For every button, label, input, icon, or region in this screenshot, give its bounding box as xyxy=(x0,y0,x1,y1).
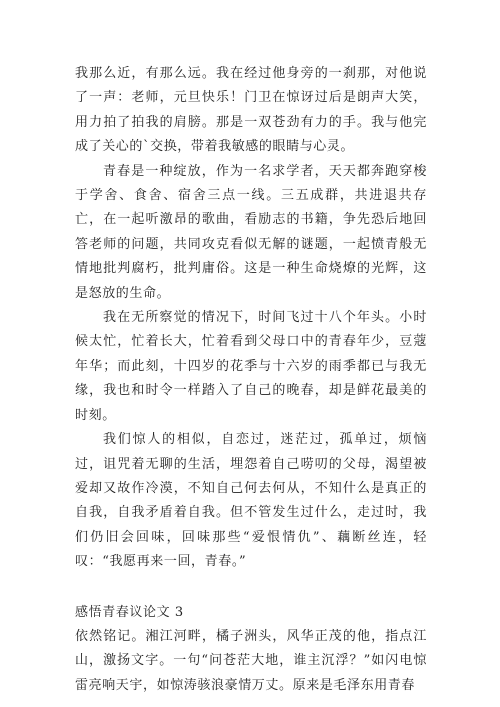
paragraph-3: 我在无所察觉的情况下，时间飞过十八个年头。小时候太忙，忙着长大，忙着看到父母口中的青春年少，豆蔻年华；而此刻，十四岁的花季与十六岁的雨季都已与我无缘，我也和时令一样踏入了自己的晚春，却是鲜花最美的时刻。 xyxy=(75,310,427,423)
paragraph-4: 我们惊人的相似，自恋过，迷茫过，孤单过，烦恼过，诅咒着无聊的生活，埋怨着自己唠叨的父母，渴望被爱却又故作冷漠，不知自己何去何从，不知什么是真正的自我，自我矛盾着自我。但不管发生过什么，走过时，我们仍旧会回味，回味那些“爱恨情仇”、藕断丝连，轻叹：“我愿再来一回，青春。” xyxy=(75,432,427,570)
paragraph-1: 我那么近，有那么远。我在经过他身旁的一刹那，对他说了一声：老师，元旦快乐！门卫在惊讶过后是朗声大笑，用力拍了拍我的肩膀。那是一双苍劲有力的手。我与他完成了关心的`交换，带着我敏感的眼睛与心灵。 xyxy=(75,66,427,155)
document-page xyxy=(75,62,427,698)
section-heading: 感悟青春议论文 3 xyxy=(75,604,184,620)
section-spacer xyxy=(75,575,427,587)
paragraph-5: 依然铭记。湘江河畔，橘子洲头，风华正茂的他，指点江山，激扬文字。一句“问苍茫大地，谁主沉浮？”如闪电惊雷亮响天宇，如惊涛骇浪豪情万丈。原来是毛泽东用青春 xyxy=(75,628,427,693)
paragraph-2: 青春是一种绽放，作为一名求学者，天天都奔跑穿梭于学舍、食舍、宿舍三点一线。三五成群，共进退共存亡，在一起听激昂的歌曲，看励志的书籍，争先恐后地回答老师的问题，共同攻克看似无解的谜题，一起愤青般无情地批判腐朽，批判庸俗。这是一种生命烧燎的光辉，这是怒放的生命。 xyxy=(75,163,427,301)
